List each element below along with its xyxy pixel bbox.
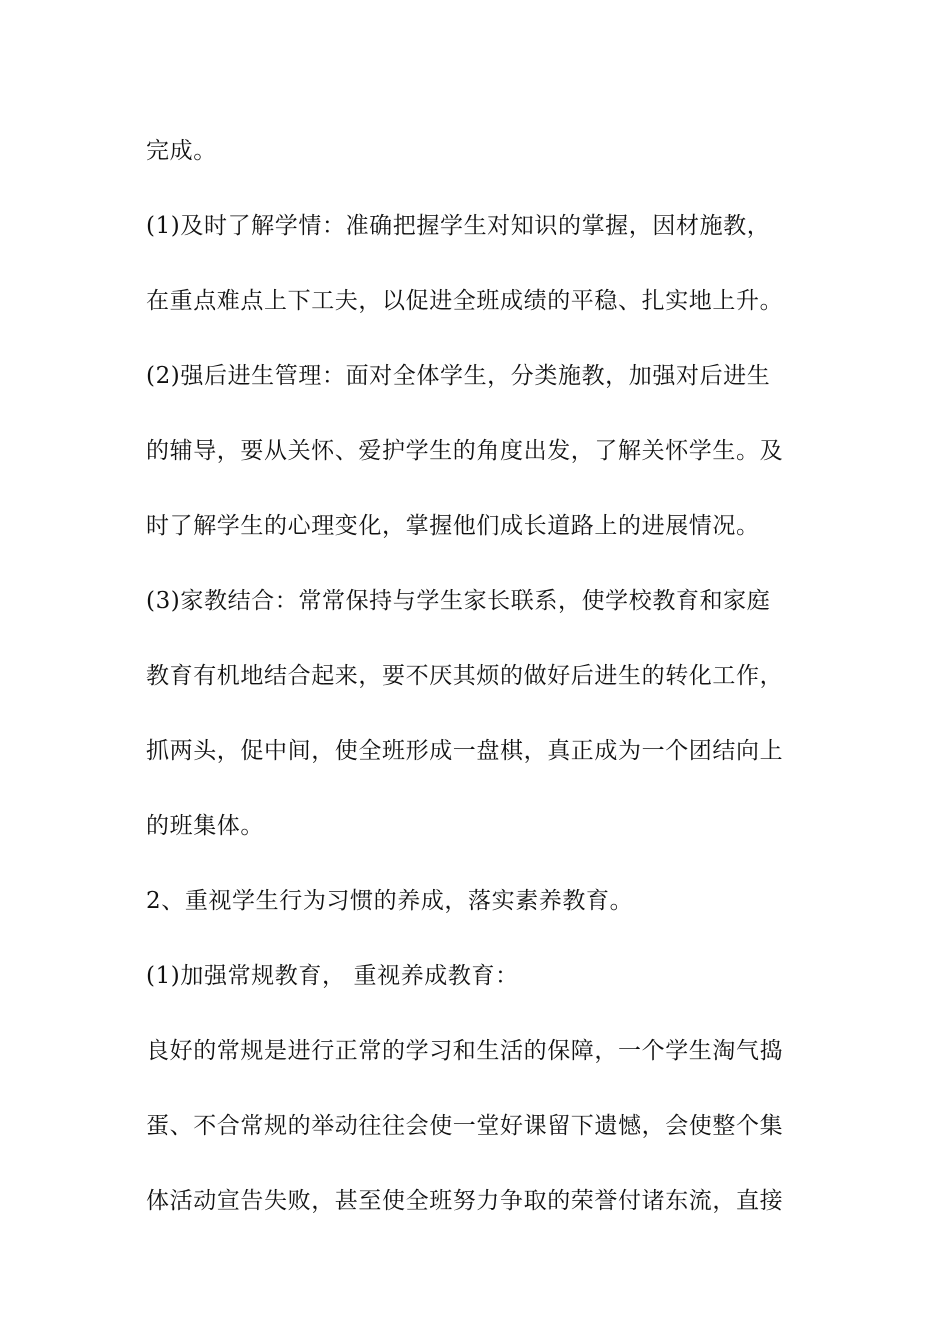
text-line: 在重点难点上下工夫，以促进全班成绩的平稳、扎实地上升。 — [146, 288, 784, 314]
text-line: (2)强后进生管理：面对全体学生，分类施教，加强对后进生 — [146, 363, 771, 389]
text-line: 蛋、不合常规的举动往往会使一堂好课留下遗憾，会使整个集 — [146, 1113, 784, 1139]
text-line: 的班集体。 — [146, 813, 264, 839]
text-line: (1)及时了解学情：准确把握学生对知识的掌握，因材施教， — [146, 213, 771, 239]
text-line: 良好的常规是进行正常的学习和生活的保障，一个学生淘气捣 — [146, 1038, 784, 1064]
text-line: 教育有机地结合起来，要不厌其烦的做好后进生的转化工作， — [146, 663, 784, 689]
text-line: 抓两头，促中间，使全班形成一盘棋，真正成为一个团结向上 — [146, 738, 784, 764]
text-line: 完成。 — [146, 138, 217, 164]
text-line: 时了解学生的心理变化，掌握他们成长道路上的进展情况。 — [146, 513, 760, 539]
text-line: 的辅导，要从关怀、爱护学生的角度出发，了解关怀学生。及 — [146, 438, 784, 464]
section-heading: 2、重视学生行为习惯的养成，落实素养教育。 — [146, 888, 634, 914]
subsection-heading: (1)加强常规教育， 重视养成教育： — [146, 963, 519, 989]
text-line: (3)家教结合：常常保持与学生家长联系，使学校教育和家庭 — [146, 588, 771, 614]
text-line: 体活动宣告失败，甚至使全班努力争取的荣誉付诸东流，直接 — [146, 1188, 784, 1214]
